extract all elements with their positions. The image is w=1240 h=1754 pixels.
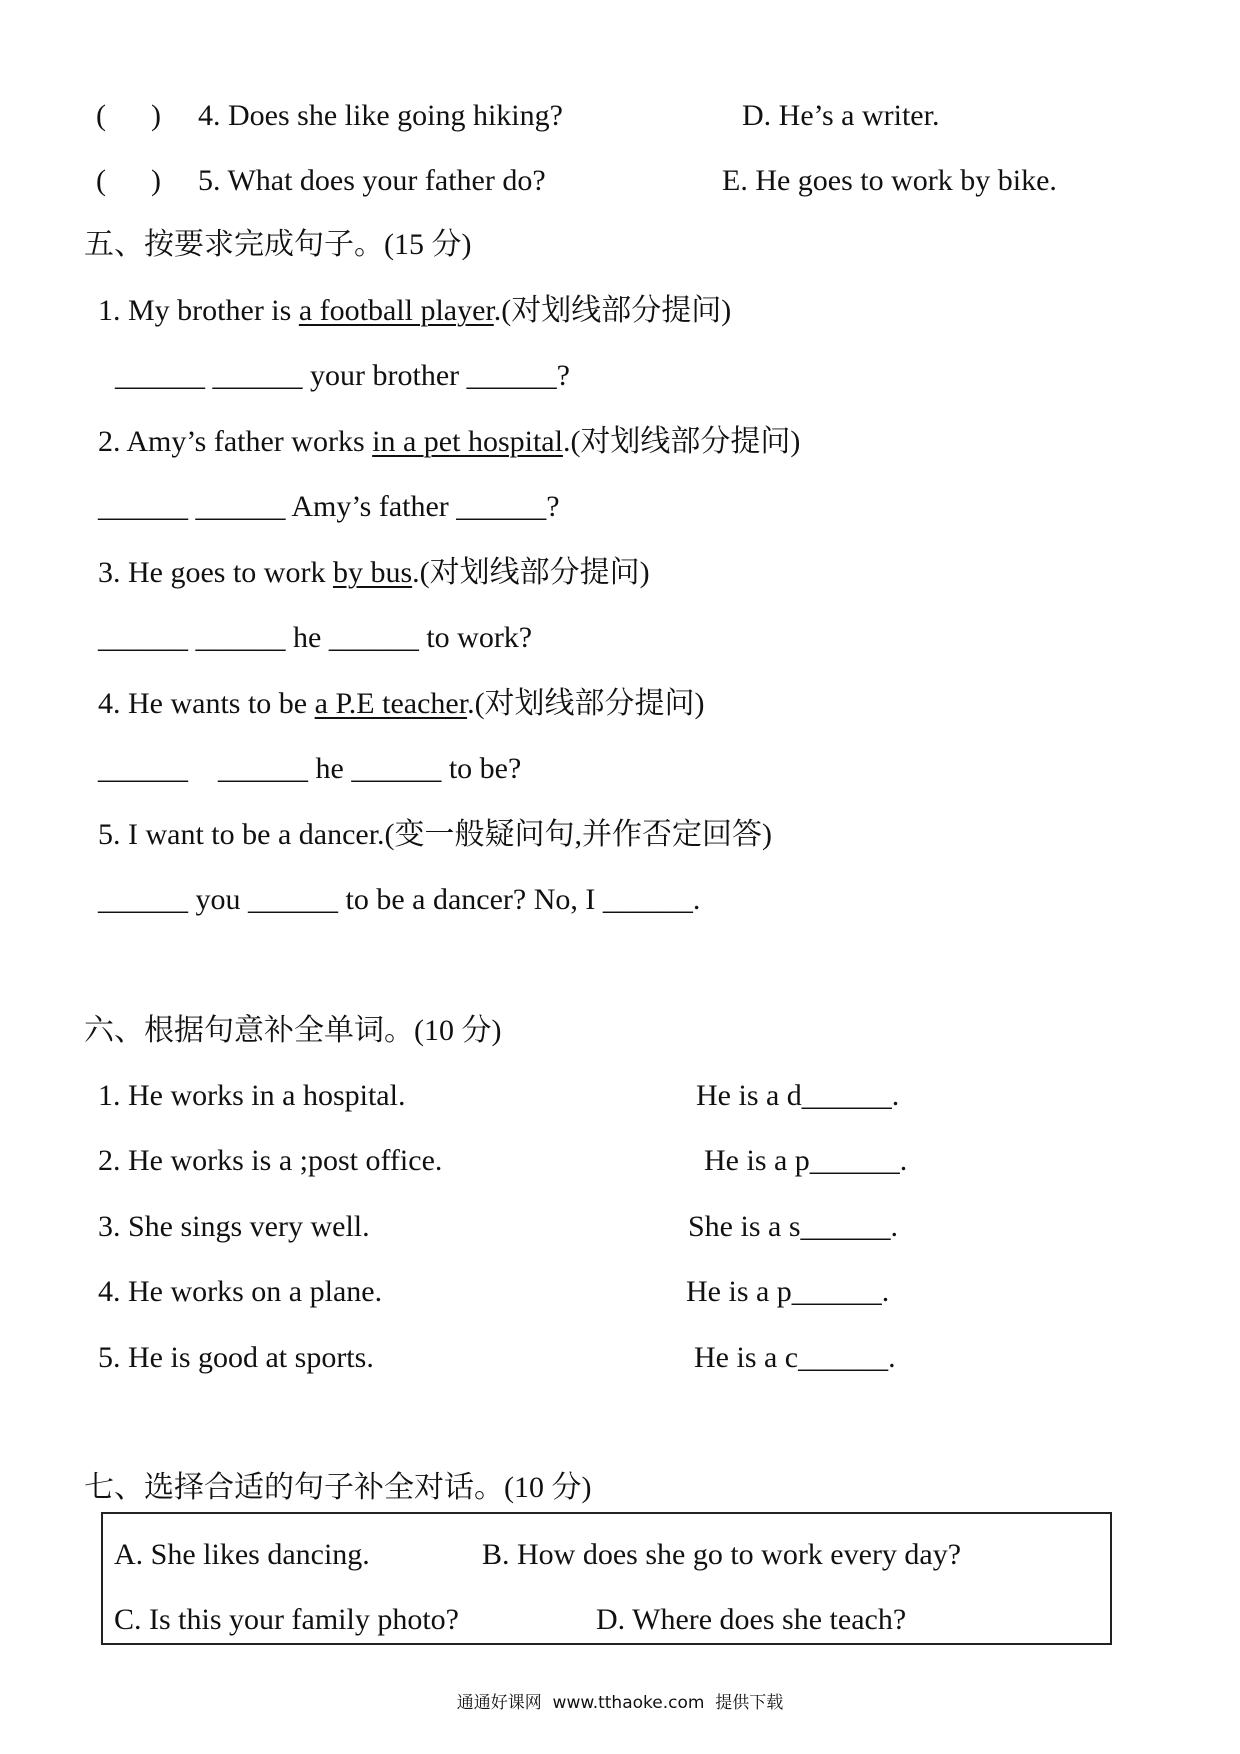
s5-item4: 4. He wants to be a P.E teacher.(对划线部分提问)	[98, 687, 705, 720]
s6-sentence-3: 3. She sings very well.	[98, 1210, 370, 1243]
s5-item1: 1. My brother is a football player.(对划线部分提问)	[98, 294, 732, 327]
s6-sentence-1: 1. He works in a hospital.	[98, 1079, 406, 1112]
section7-heading: 七、选择合适的句子补全对话。(10 分)	[84, 1471, 592, 1504]
section6-heading: 六、根据句意补全单词。(10 分)	[84, 1014, 502, 1047]
s6-blank-2: He is a p______.	[704, 1144, 908, 1177]
option-b: B. How does she go to work every day?	[482, 1538, 962, 1571]
option-a: A. She likes dancing.	[114, 1538, 370, 1571]
s6-blank-3: She is a s______.	[688, 1210, 898, 1243]
s5-item3-answer-line: ______ ______ he ______ to work?	[98, 621, 533, 654]
option-c: C. Is this your family photo?	[114, 1603, 459, 1636]
q5-paren: ( )	[96, 164, 161, 197]
s5-item2: 2. Amy’s father works in a pet hospital.(对划线部分提问)	[98, 425, 801, 458]
q4-answer: D. He’s a writer.	[742, 99, 940, 132]
s5-item5: 5. I want to be a dancer.(变一般疑问句,并作否定回答)	[98, 818, 773, 851]
q5-answer: E. He goes to work by bike.	[722, 164, 1057, 197]
q4-paren: ( )	[96, 99, 161, 132]
s6-sentence-2: 2. He works is a ;post office.	[98, 1144, 443, 1177]
footer-credit: 通通好课网 www.tthaoke.com 提供下载	[456, 1693, 784, 1713]
q5-question: 5. What does your father do?	[198, 164, 546, 197]
section5-heading: 五、按要求完成句子。(15 分)	[84, 228, 472, 261]
s6-sentence-4: 4. He works on a plane.	[98, 1275, 383, 1308]
s6-blank-1: He is a d______.	[696, 1079, 900, 1112]
s5-item5-answer-line: ______ you ______ to be a dancer? No, I ______.	[98, 883, 701, 916]
s5-item3: 3. He goes to work by bus.(对划线部分提问)	[98, 556, 650, 589]
option-d: D. Where does she teach?	[596, 1603, 907, 1636]
s5-item2-answer-line: ______ ______ Amy’s father ______?	[98, 490, 560, 523]
s6-blank-5: He is a c______.	[694, 1341, 896, 1374]
s6-blank-4: He is a p______.	[686, 1275, 890, 1308]
s5-item4-answer-line: ______ ______ he ______ to be?	[98, 752, 522, 785]
q4-question: 4. Does she like going hiking?	[198, 99, 563, 132]
s6-sentence-5: 5. He is good at sports.	[98, 1341, 374, 1374]
s5-item1-answer-line: ______ ______ your brother ______?	[115, 359, 570, 392]
